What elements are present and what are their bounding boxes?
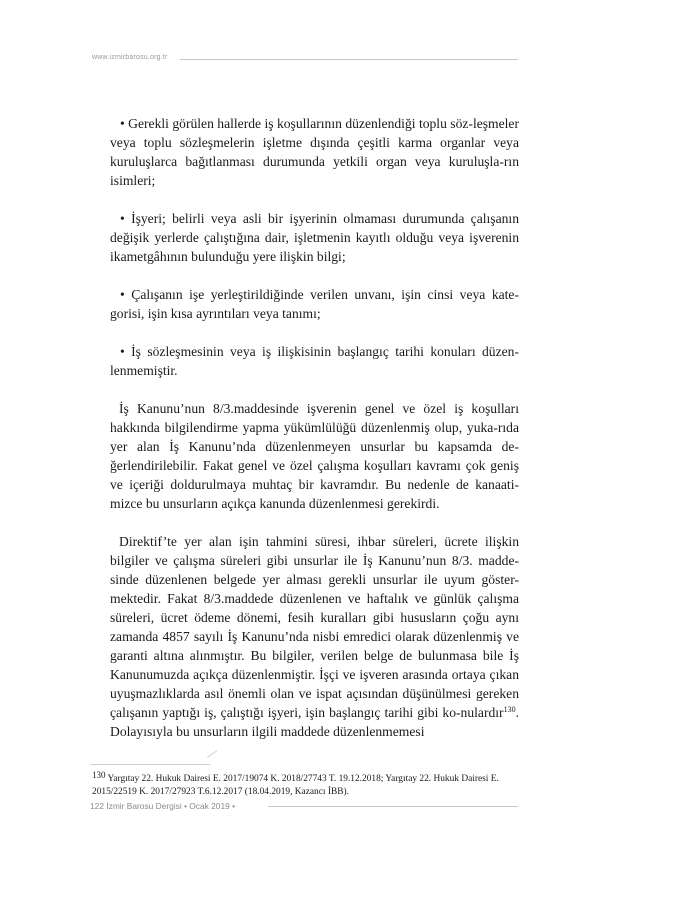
paragraph-labor-law: İş Kanunu’nun 8/3.maddesinde işverenin genel ve özel iş koşulları hakkında bilgilendirme yapma yükümlülüğü düzenlenmiş olup, yuka-rıda yer alan İş Kanunu’nda düzenlenmeyen unsurlar bu kapsamda de-ğerlendirilebilir. Fakat genel ve özel çalışma koşulları kavramı çok geniş ve içeriği doldurulmaya muhtaç bir kavramdır. Bu nedenle de kanaati-mizce bu unsurların açıkça kanunda düzenlenmesi gerekirdi.	[110, 401, 519, 511]
header-divider	[180, 59, 518, 60]
footnote-reference[interactable]: 130	[503, 705, 516, 714]
footnote-divider	[90, 764, 210, 765]
footnote-divider-tick	[207, 750, 217, 758]
footer-divider	[268, 806, 518, 807]
main-text	[110, 114, 519, 741]
bullet-item-job-title: • Çalışanın işe yerleştirildiğinde verilen unvanı, işin cinsi veya kate-gorisi, işin kısa ayrıntıları veya tanımı;	[110, 287, 519, 321]
bullet-item-workplace: • İşyeri; belirli veya asli bir işyerinin olmaması durumunda çalışanın değişik yerlerde çalıştığına dair, işletmenin kayıtlı olduğu veya işverenin ikametgâhının bulunduğu yere ilişkin bilgi;	[110, 211, 519, 264]
bullet-item-collective-agreements: • Gerekli görülen hallerde iş koşullarının düzenlendiği toplu söz-leşmeler veya toplu sözleşmelerin işletme dışında çeşitli karma organlar veya kuruluşlarca bağıtlanması durumunda yetkili organ veya kuruluşla-rın isimleri;	[110, 116, 519, 188]
footnote-number: 130	[92, 770, 106, 780]
footnote-text: Yargıtay 22. Hukuk Dairesi E. 2017/19074 K. 2018/27743 T. 19.12.2018; Yargıtay 22. Hukuk Dairesi E. 2015/22519 K. 2017/27923 T.6.12.2017 (18.04.2019, Kazancı İBB).	[92, 774, 499, 797]
footnote	[92, 769, 520, 798]
paragraph-directive-text: Direktif’te yer alan işin tahmini süresi, ihbar süreleri, ücrete ilişkin bilgiler ve çalışma süreleri gibi unsurlar ile İş Kanunu’nun 8/3. madde-sinde düzenlenen belgede yer alması gerekli unsurlar ile uyum göster-mektedir. Fakat 8/3.maddede düzenlenen ve haftalık ve günlük çalışma süreleri, ücret ödeme dönemi, fesih kuralları gibi hususların çoğu aynı zamanda 4857 sayılı İş Kanunu’nda nisbi emredici olarak düzenlenmiş ve garanti altına alınmıştır. Bu bilgiler, verilen belge de bulunmasa bile İş Kanunumuzda açıkça düzenlenmiştir. İşçi ve işveren arasında ortaya çıkan uyuşmazlıklarda asıl önemli olan ve ispat açısından düşünülmesi gereken çalışanın yaptığı iş, çalıştığı işyeri, işin başlangıç tarihi gibi ko-nulardır	[110, 534, 519, 720]
page-footer: 122 İzmir Barosu Dergisi • Ocak 2019 •	[90, 801, 236, 811]
paragraph-directive-tail: . Dolayısıyla bu unsurların ilgili maddede düzenlenmemesi	[110, 705, 519, 739]
header-url: www.izmirbarosu.org.tr	[92, 54, 168, 61]
paragraph-directive	[110, 532, 519, 741]
bullet-item-start-date: • İş sözleşmesinin veya iş ilişkisinin başlangıç tarihi konuları düzen-lenmemiştir.	[110, 344, 519, 378]
